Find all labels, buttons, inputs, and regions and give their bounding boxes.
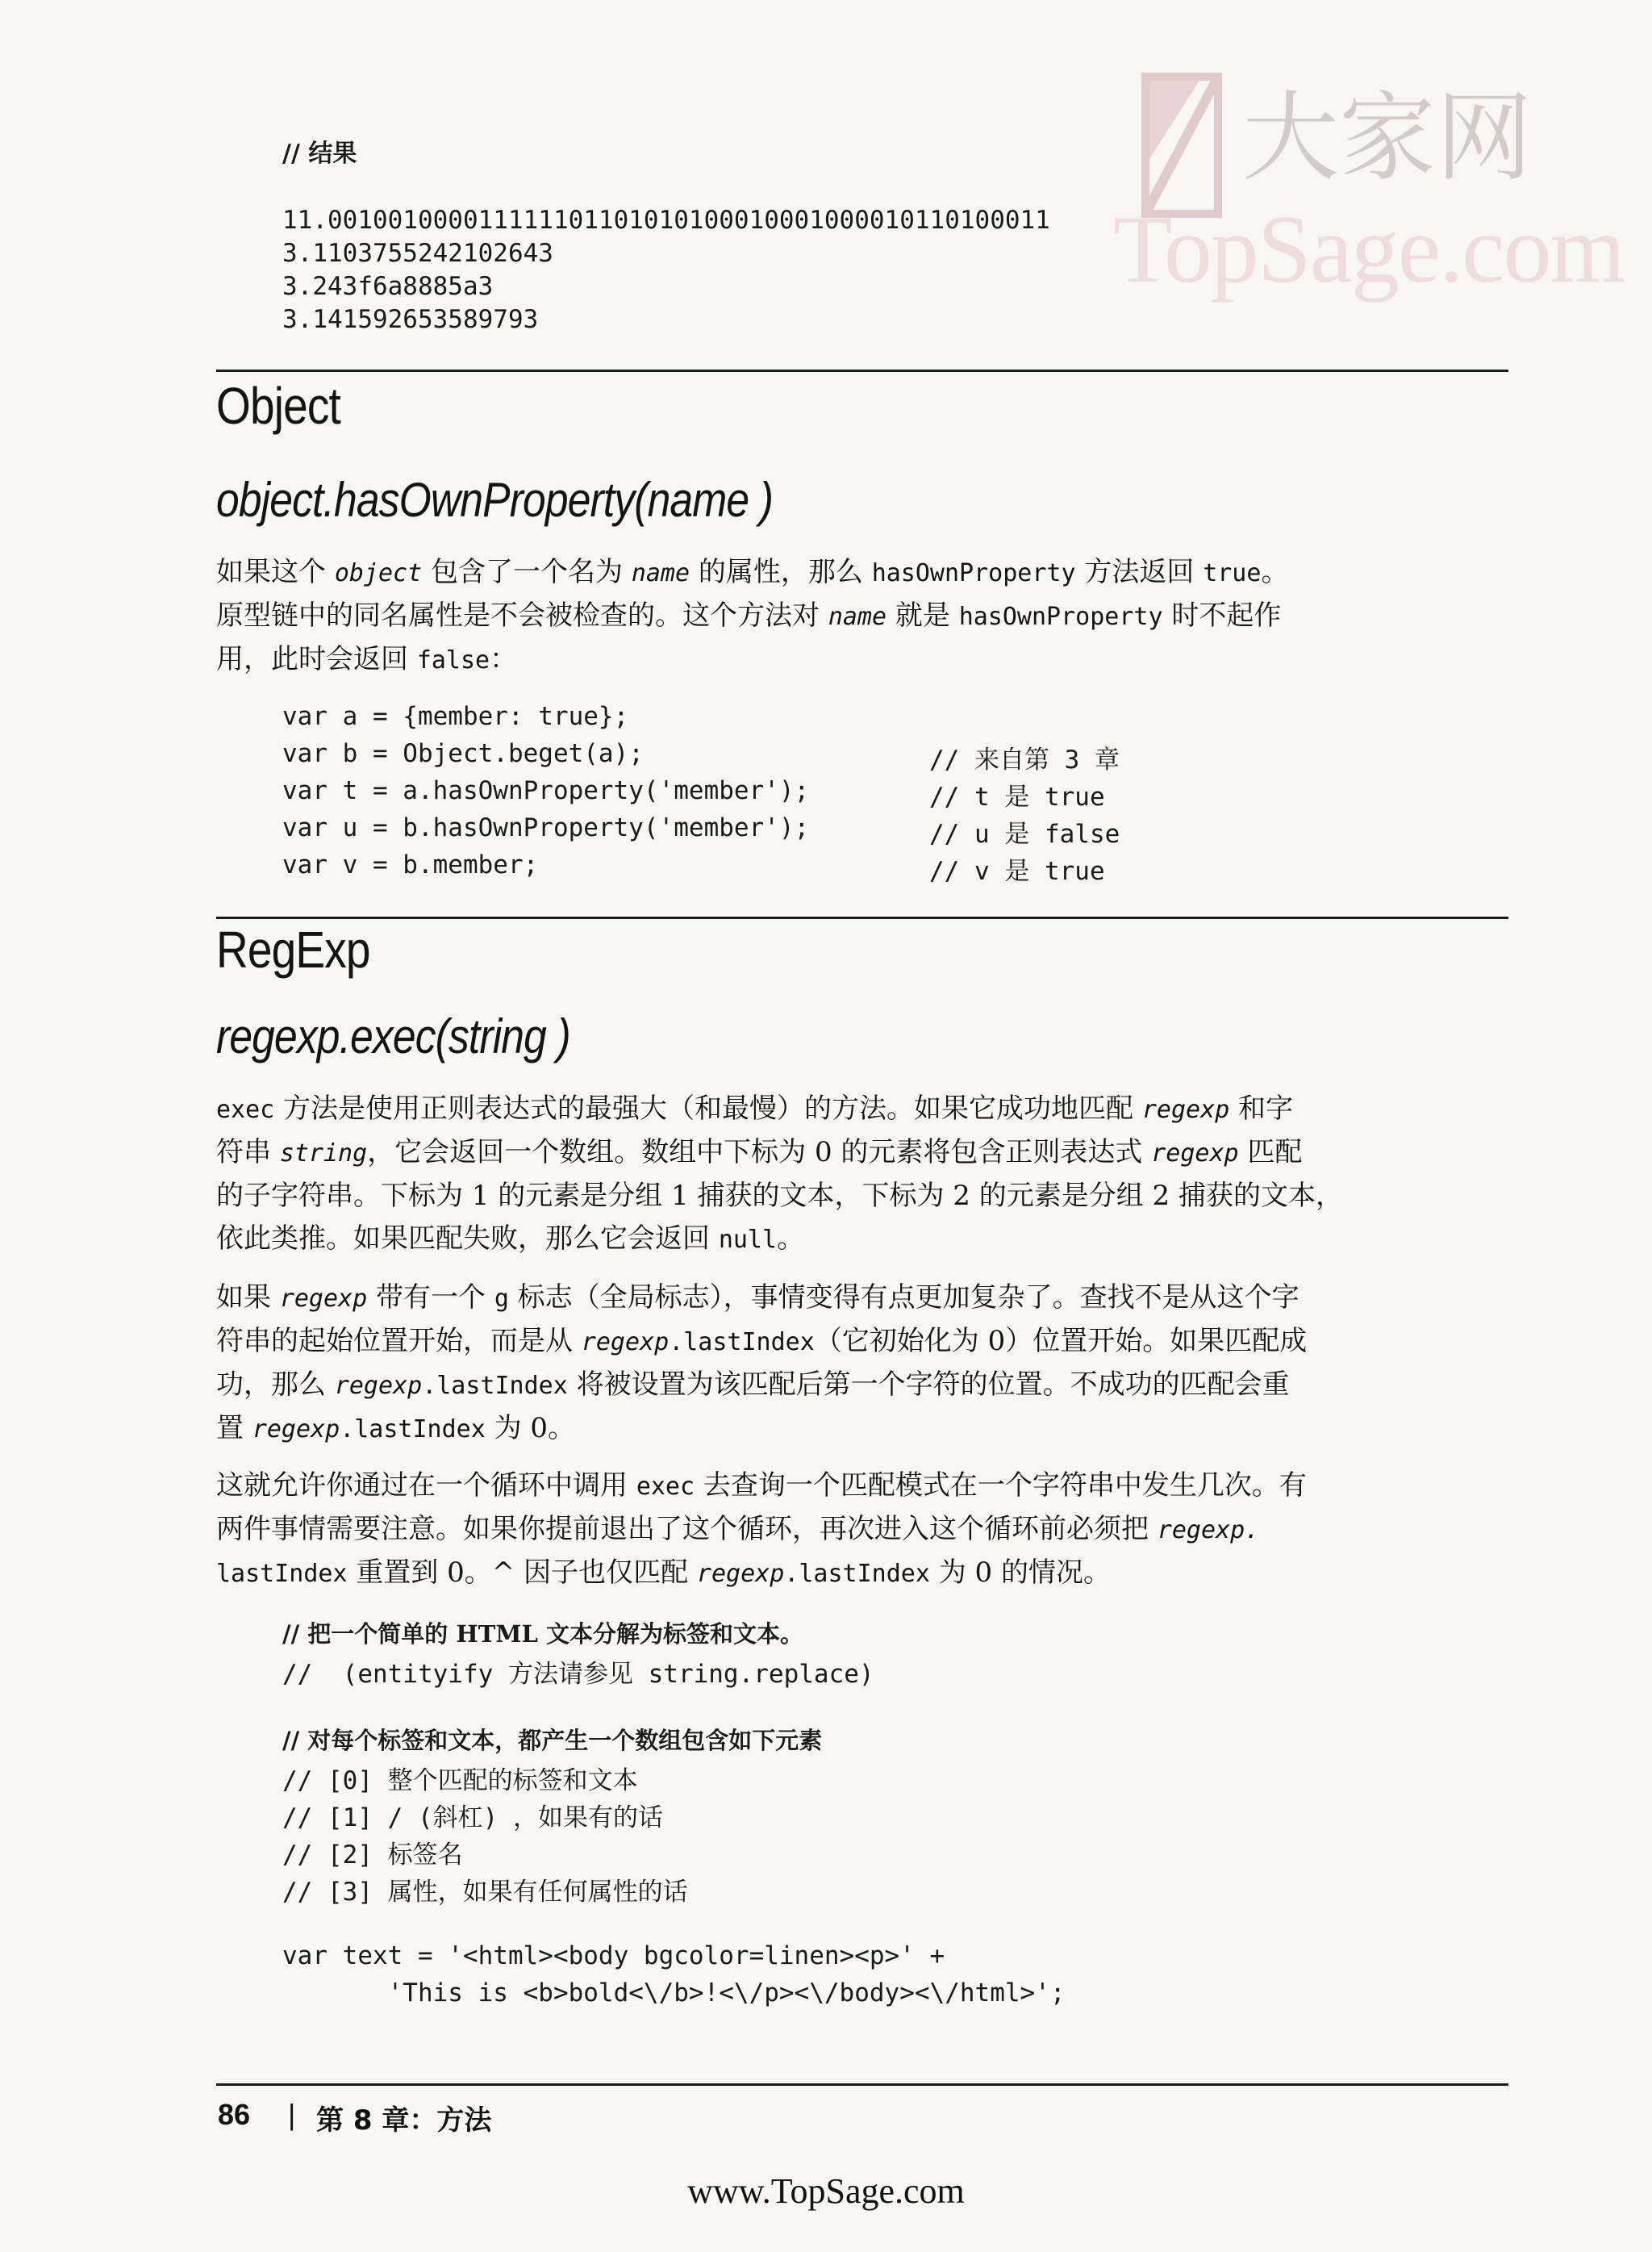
watermark-en-text: TopSage.com: [1113, 195, 1624, 303]
result-line: 3.141592653589793: [282, 305, 539, 334]
method-title-hasownproperty: object.hasOwnProperty(name ): [216, 473, 774, 527]
inline-code: lastIndex: [216, 1560, 348, 1588]
result-line: 3.1103755242102643: [282, 239, 553, 268]
paragraph-text: 。: [777, 1222, 805, 1255]
code-line: var a = {member: true};: [282, 702, 629, 731]
inline-code: .lastIndex: [784, 1560, 930, 1588]
result-line: 3.243f6a8885a3: [282, 272, 494, 301]
paragraph-text: 时不起作: [1162, 600, 1282, 632]
result-line: 11.001001000011111101101010100010001000010110100011: [282, 206, 1050, 235]
paragraph-text: ，它会返回一个数组。数组中下标为 0 的元素将包含正则表达式: [367, 1136, 1152, 1168]
regexp-paragraph-3: [216, 1464, 1507, 1595]
inline-variable: regexp: [252, 1415, 340, 1444]
paragraph-line: [216, 1320, 1507, 1364]
paragraph-line: [216, 1364, 1507, 1407]
paragraph-text: 符串的起始位置开始，而是从: [216, 1325, 582, 1357]
paragraph-text: 带有一个: [367, 1281, 494, 1314]
inline-code: .lastIndex: [422, 1372, 568, 1400]
inline-variable: regexp: [279, 1285, 368, 1313]
code-comment: // [1] / (斜杠) ，如果有的话: [282, 1803, 663, 1832]
paragraph-text: 为 0 的情况。: [929, 1556, 1111, 1589]
paragraph-line: [216, 1175, 1507, 1218]
section-title-object: Object: [216, 377, 340, 435]
paragraph-line: [216, 1131, 1507, 1175]
paragraph-line: [216, 1508, 1507, 1552]
code-comment: // 对每个标签和文本，都产生一个数组包含如下元素: [282, 1727, 823, 1754]
paragraph-text: 的属性，那么: [690, 556, 872, 588]
inline-code: hasOwnProperty: [958, 603, 1163, 631]
code-line: 'This is <b>bold<\/b>!<\/p><\/body><\/html>';: [282, 1978, 1066, 2008]
inline-variable: name: [828, 603, 887, 631]
watermark-cn-text: 大家网: [1242, 82, 1533, 194]
footer-separator: |: [288, 2098, 296, 2131]
paragraph-line: [216, 1088, 1507, 1131]
chapter-title: 第 8 章：方法: [316, 2104, 492, 2137]
inline-code: g: [494, 1285, 509, 1313]
paragraph-line: [216, 638, 1507, 682]
inline-variable: regexp: [1141, 1096, 1230, 1124]
paragraph-text: 用，此时会返回: [216, 643, 417, 675]
section-title-regexp: RegExp: [216, 921, 370, 979]
paragraph-line: [216, 1407, 1507, 1451]
footer-url: www.TopSage.com: [687, 2171, 965, 2211]
paragraph-text: 如果: [216, 1281, 280, 1314]
paragraph-text: 重置到 0。^ 因子也仅匹配: [347, 1556, 697, 1589]
paragraph-text: ：: [490, 643, 518, 675]
paragraph-text: 。: [1261, 556, 1289, 588]
paragraph-line: [216, 1218, 1507, 1261]
paragraph-text: 功，那么: [216, 1368, 335, 1401]
inline-code: .lastIndex: [669, 1328, 815, 1356]
paragraph-text: 方法是使用正则表达式的最强大（和最慢）的方法。如果它成功地匹配: [274, 1093, 1142, 1125]
inline-variable: regexp: [334, 1372, 423, 1400]
inline-variable: name: [631, 559, 690, 587]
paragraph-line: [216, 551, 1507, 595]
paragraph-text: 原型链中的同名属性是不会被检查的。这个方法对: [216, 600, 828, 632]
code-comment: // u 是 false: [929, 820, 1120, 849]
paragraph-line: [216, 1276, 1507, 1320]
paragraph-text: 这就允许你通过在一个循环中调用: [216, 1469, 636, 1502]
inline-variable: regexp: [581, 1328, 670, 1356]
code-comment: // 来自第 3 章: [929, 746, 1120, 775]
footer-divider: [216, 2083, 1508, 2086]
regexp-paragraph-2: [216, 1276, 1507, 1451]
inline-code: null: [718, 1226, 778, 1254]
code-comment: // [3] 属性，如果有任何属性的话: [282, 1878, 688, 1907]
inline-variable: regexp: [1151, 1139, 1239, 1168]
paragraph-line: [216, 595, 1507, 638]
code-line: var v = b.member;: [282, 850, 539, 879]
paragraph-text: 的子字符串。下标为 1 的元素是分组 1 捕获的文本，下标为 2 的元素是分组 2 捕获的文本，: [216, 1180, 1343, 1212]
paragraph-text: 标志（全局标志），事情变得有点更加复杂了。查找不是从这个字: [508, 1281, 1299, 1314]
code-comment: // [2] 标签名: [282, 1840, 463, 1870]
paragraph-line: [216, 1464, 1507, 1508]
object-description: [216, 551, 1507, 682]
inline-variable: regexp.: [1157, 1516, 1260, 1544]
paragraph-text: 符串: [216, 1136, 280, 1168]
code-line: var u = b.hasOwnProperty('member');: [282, 813, 810, 842]
section-divider: [216, 917, 1508, 919]
code-comment: // (entityify 方法请参见 string.replace): [282, 1660, 874, 1689]
inline-variable: object: [334, 559, 423, 587]
code-comment: // [0] 整个匹配的标签和文本: [282, 1766, 638, 1795]
paragraph-text: 包含了一个名为: [422, 556, 632, 588]
paragraph-text: 两件事情需要注意。如果你提前退出了这个循环，再次进入这个循环前必须把: [216, 1513, 1158, 1545]
paragraph-text: 为 0。: [485, 1412, 576, 1444]
code-line: var t = a.hasOwnProperty('member');: [282, 776, 810, 805]
page-number: 86: [218, 2098, 251, 2131]
paragraph-text: 和字: [1229, 1093, 1294, 1125]
paragraph-text: 将被设置为该匹配后第一个字符的位置。不成功的匹配会重: [567, 1368, 1290, 1401]
paragraph-text: 去查询一个匹配模式在一个字符串中发生几次。有: [695, 1469, 1307, 1502]
inline-code: .lastIndex: [340, 1415, 486, 1444]
code-comment: // t 是 true: [929, 783, 1105, 812]
paragraph-text: 置: [216, 1412, 252, 1444]
inline-code: exec: [216, 1096, 275, 1124]
method-title-exec: regexp.exec(string ): [216, 1009, 570, 1063]
paragraph-text: 匹配: [1238, 1136, 1303, 1168]
code-comment: // 把一个简单的 HTML 文本分解为标签和文本。: [282, 1620, 803, 1648]
paragraph-text: 就是: [886, 600, 959, 632]
inline-code: false: [416, 646, 490, 675]
paragraph-text: （它初始化为 0）位置开始。如果匹配成: [814, 1325, 1308, 1357]
inline-code: true: [1203, 559, 1262, 587]
result-comment: // 结果: [282, 140, 357, 168]
paragraph-text: 如果这个: [216, 556, 335, 588]
section-divider: [216, 370, 1508, 372]
inline-code: hasOwnProperty: [871, 559, 1076, 587]
paragraph-text: 方法返回: [1075, 556, 1204, 588]
inline-code: exec: [636, 1473, 695, 1501]
inline-variable: regexp: [696, 1560, 785, 1588]
paragraph-text: 依此类推。如果匹配失败，那么它会返回: [216, 1222, 719, 1255]
code-comment: // v 是 true: [929, 857, 1105, 886]
code-line: var b = Object.beget(a);: [282, 739, 644, 768]
regexp-paragraph-1: [216, 1088, 1507, 1261]
paragraph-line: [216, 1552, 1507, 1595]
watermark-logo: [1113, 44, 1624, 311]
inline-variable: string: [279, 1139, 368, 1168]
code-line: var text = '<html><body bgcolor=linen><p>' +: [282, 1941, 945, 1970]
